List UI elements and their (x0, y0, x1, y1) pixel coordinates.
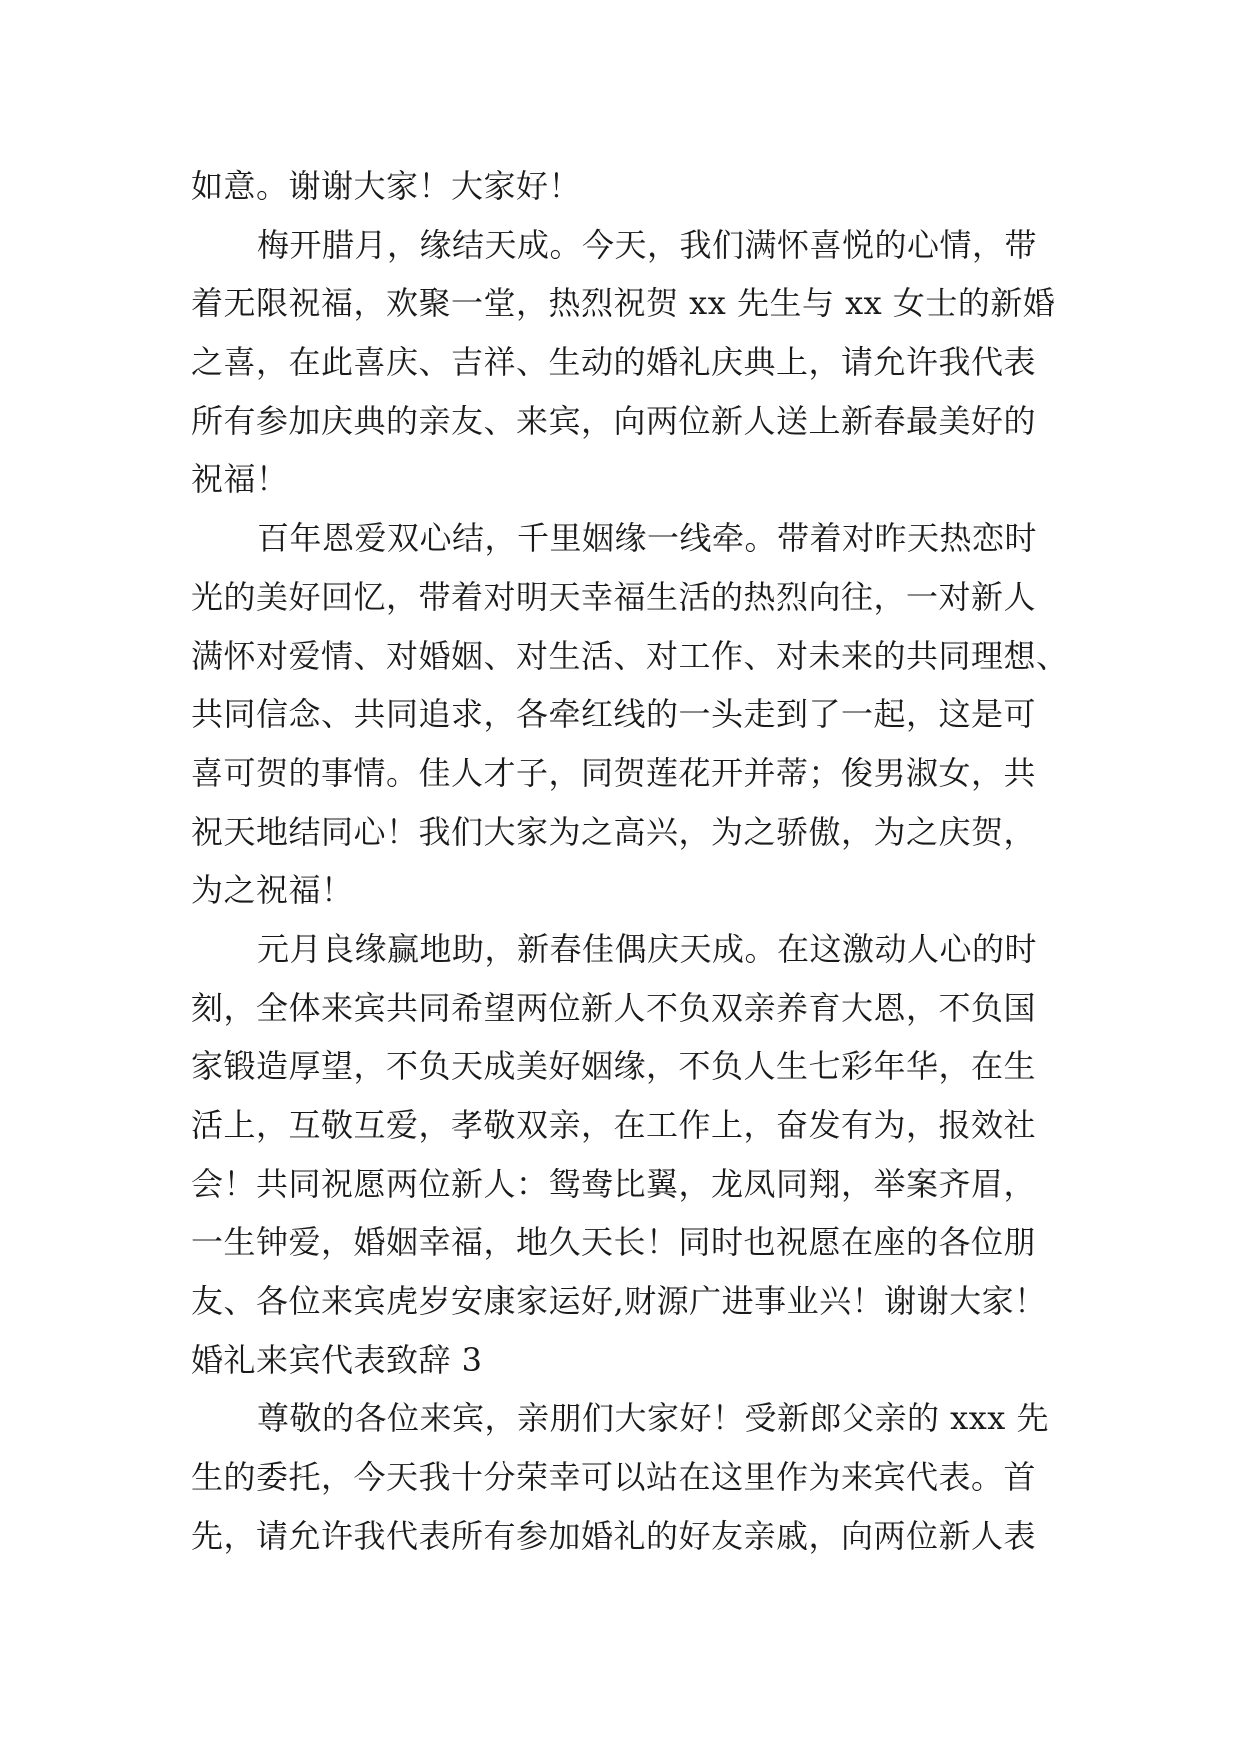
paragraph-first-line: 百年恩爱双心结，千里姻缘一线牵。带着对昨天热恋时 (257, 519, 1038, 558)
section-heading: 婚礼来宾代表致辞 3 (191, 1340, 483, 1379)
text-line: 祝福！ (191, 460, 289, 499)
text-line: 满怀对爱情、对婚姻、对生活、对工作、对未来的共同理想、 (191, 636, 1069, 675)
paragraph-first-line: 尊敬的各位来宾，亲朋们大家好！受新郎父亲的 xxx 先 (257, 1399, 1049, 1438)
text-line: 生的委托，今天我十分荣幸可以站在这里作为来宾代表。首 (191, 1458, 1037, 1497)
paragraph-first-line: 元月良缘赢地助，新春佳偶庆天成。在这激动人心的时 (257, 929, 1038, 968)
text-line: 如意。谢谢大家！大家好！ (191, 167, 582, 205)
text-line: 喜可贺的事情。佳人才子，同贺莲花开并蒂；俊男淑女，共 (191, 753, 1037, 792)
text-line: 家锻造厚望，不负天成美好姻缘，不负人生七彩年华，在生 (191, 1047, 1037, 1086)
paragraph-first-line: 梅开腊月，缘结天成。今天，我们满怀喜悦的心情，带 (257, 225, 1038, 264)
text-line: 共同信念、共同追求，各牵红线的一头走到了一起，这是可 (191, 695, 1037, 734)
text-line: 先，请允许我代表所有参加婚礼的好友亲戚，向两位新人表 (191, 1516, 1037, 1555)
text-line: 会！共同祝愿两位新人：鸳鸯比翼，龙凤同翔，举案齐眉， (191, 1164, 1037, 1203)
text-line: 之喜，在此喜庆、吉祥、生动的婚礼庆典上，请允许我代表 (191, 343, 1037, 382)
text-line: 光的美好回忆，带着对明天幸福生活的热烈向往，一对新人 (191, 577, 1037, 616)
text-line: 刻，全体来宾共同希望两位新人不负双亲养育大恩，不负国 (191, 988, 1037, 1027)
text-line: 着无限祝福，欢聚一堂，热烈祝贺 xx 先生与 xx 女士的新婚 (191, 284, 1056, 323)
text-line: 活上，互敬互爱，孝敬双亲，在工作上，奋发有为，报效社 (191, 1106, 1037, 1144)
text-line: 祝天地结同心！我们大家为之高兴，为之骄傲，为之庆贺， (191, 812, 1037, 851)
text-line: 一生钟爱，婚姻幸福，地久天长！同时也祝愿在座的各位朋 (191, 1223, 1037, 1262)
text-line: 为之祝福！ (191, 871, 354, 910)
document-body (191, 157, 1071, 1566)
text-line: 友、各位来宾虎岁安康家运好,财源广进事业兴！谢谢大家！ (191, 1282, 1047, 1321)
text-line: 所有参加庆典的亲友、来宾，向两位新人送上新春最美好的 (191, 401, 1037, 440)
